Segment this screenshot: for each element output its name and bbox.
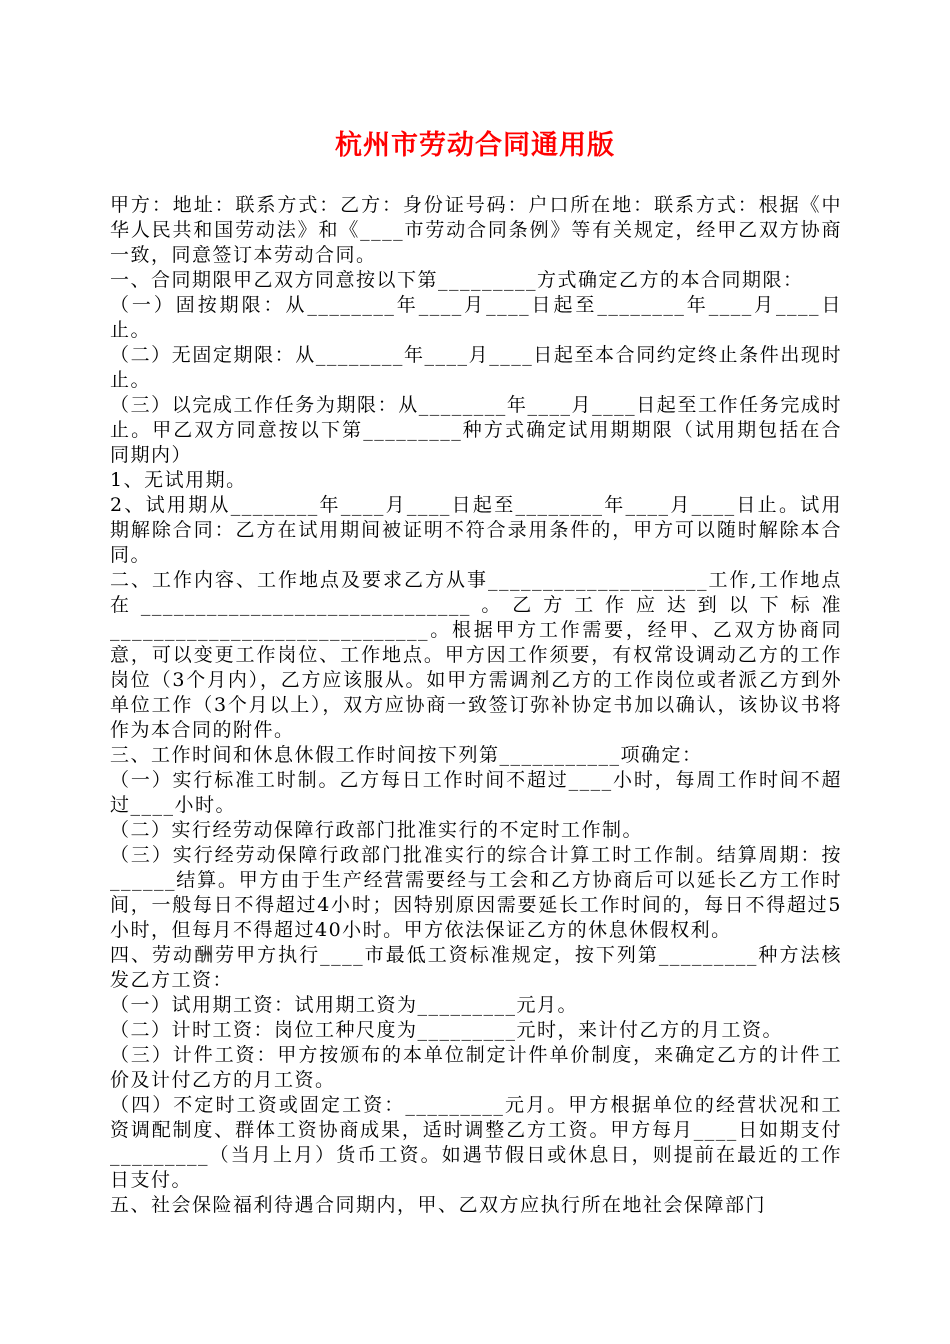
paragraph-hourly-wage: （二）计时工资：岗位工种尺度为_________元时，来计付乙方的月工资。 xyxy=(110,1019,784,1041)
paragraph-section-2-work: 二、工作内容、工作地点及要求乙方从事____________________工作,工作地点在______________________________。乙方工作应达到以下标准_____________________________。根据甲方工作需要，经甲、乙双方协商同意，可以变更工作岗位、工作地点。甲方因工作须要，有权常设调动乙方的工作岗位（3个月内），乙方应该服从。如甲方需调剂乙方的工作岗位或者派乙方到外单位工作（3个月以上），双方应协商一致签订弥补协定书加以确认，该协议书将作为本合同的附件。 xyxy=(110,569,842,741)
paragraph-flexible-hours: （二）实行经劳动保障行政部门批准实行的不定时工作制。 xyxy=(110,819,644,841)
document-title: 杭州市劳动合同通用版 xyxy=(335,130,615,161)
paragraph-probation-wage: （一）试用期工资：试用期工资为_________元月。 xyxy=(110,994,579,1016)
paragraph-piece-wage: （三）计件工资：甲方按颁布的本单位制定计件单价制度，来确定乙方的计件工价及计付乙方的月工资。 xyxy=(110,1044,842,1091)
paragraph-section-3-heading: 三、工作时间和休息休假工作时间按下列第___________项确定： xyxy=(110,744,703,766)
paragraph-section-5-heading: 五、社会保险福利待遇合同期内，甲、乙双方应执行所在地社会保障部门 xyxy=(110,1194,767,1216)
paragraph-standard-hours: （一）实行标准工时制。乙方每日工作时间不超过____小时，每周工作时间不超过____小时。 xyxy=(110,769,842,816)
paragraph-parties: 甲方：地址：联系方式：乙方：身份证号码：户口所在地：联系方式：根据《中华人民共和国劳动法》和《____市劳动合同条例》等有关规定，经甲乙双方协商一致，同意签订本劳动合同。 xyxy=(110,194,842,266)
paragraph-task-term: （三）以完成工作任务为期限：从________年____月____日起至工作任务完成时止。甲乙双方同意按以下第_________种方式确定试用期期限（试用期包括在合同期内） xyxy=(110,394,842,466)
paragraph-comprehensive-hours: （三）实行经劳动保障行政部门批准实行的综合计算工时工作制。结算周期：按______结算。甲方由于生产经营需要经与工会和乙方协商后可以延长乙方工作时间，一般每日不得超过4小时；因特别原因需要延长工作时间的，每日不得超过5小时，但每月不得超过40小时。甲方依法保证乙方的休息休假权利。 xyxy=(110,844,842,941)
paragraph-no-probation: 1、无试用期。 xyxy=(110,469,247,491)
paragraph-section-1-heading: 一、合同期限甲乙双方同意按以下第_________方式确定乙方的本合同期限： xyxy=(110,269,804,291)
paragraph-section-4-heading: 四、劳动酬劳甲方执行____市最低工资标准规定，按下列第_________种方法核发乙方工资： xyxy=(110,944,842,991)
document-body xyxy=(110,193,842,1218)
paragraph-probation: 2、试用期从________年____月____日起至________年____月____日止。试用期解除合同：乙方在试用期间被证明不符合录用条件的，甲方可以随时解除本合同。 xyxy=(110,494,842,566)
paragraph-open-term: （二）无固定期限：从________年____月____日起至本合同约定终止条件出现时止。 xyxy=(110,344,842,391)
paragraph-fixed-term: （一）固按期限：从________年____月____日起至________年____月____日止。 xyxy=(110,294,842,341)
paragraph-fixed-wage: （四）不定时工资或固定工资：_________元月。甲方根据单位的经营状况和工资调配制度、群体工资协商成果，适时调整乙方工资。甲方每月____日如期支付_________（当月上月）货币工资。如遇节假日或休息日，则提前在最近的工作日支付。 xyxy=(110,1094,842,1191)
